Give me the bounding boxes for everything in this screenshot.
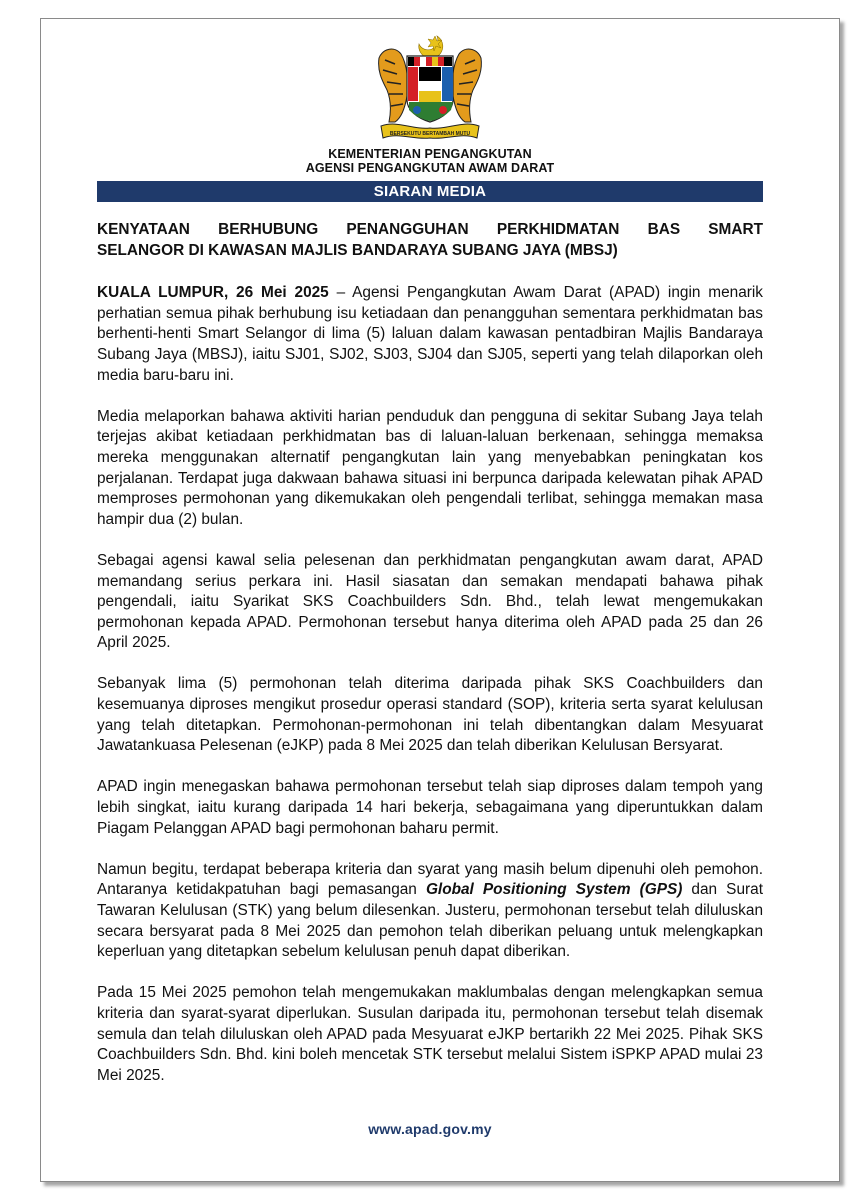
- coat-of-arms-icon: [373, 30, 487, 142]
- paragraph-6-text-a: Namun begitu, terdapat beberapa kriteria dan syarat yang masih belum dipenuhi oleh pemohon. Antaranya ketidakpatuhan bagi pemasangan: [97, 860, 763, 899]
- paragraph-4: Sebanyak lima (5) permohonan telah diterima daripada pihak SKS Coachbuilders dan kesemuanya diproses mengikut prosedur operasi standard (SOP), kriteria serta syarat kelulusan yang telah ditetapkan. Permohonan-permohonan ini telah dibentangkan dalam Mesyuarat Jawatankuasa Pelesenan (eJKP) pada 8 Mei 2025 dan telah diberikan Kelulusan Bersyarat.: [97, 675, 763, 755]
- gps-term: Global Positioning System (GPS): [425, 881, 683, 899]
- svg-text:BERSEKUTU BERTAMBAH MUTU: BERSEKUTU BERTAMBAH MUTU: [389, 131, 471, 137]
- website-link[interactable]: www.apad.gov.my: [368, 1121, 492, 1137]
- paragraph-1: [97, 283, 763, 386]
- paragraph-2: Media melaporkan bahawa aktiviti harian penduduk dan pengguna di sekitar Subang Jaya telah terjejas akibat ketiadaan perkhidmatan bas di laluan-laluan berkenaan, sehingga memaksa mereka menggunakan alternatif pengangkutan lain yang menyebabkan peningkatan kos perjalanan. Terdapat juga dakwaan bahawa situasi ini berpunca daripada kelewatan pihak APAD memproses permohonan yang dikemukakan oleh pengendali terlibat, sehingga memakan masa hampir dua (2) bulan.: [97, 407, 763, 528]
- paragraph-1-text: – Agensi Pengangkutan Awam Darat (APAD) ingin menarik perhatian semua pihak berhubung isu ketiadaan dan penangguhan sementara perkhidmatan bas berhenti-henti Smart Selangor di lima (5) laluan dalam kawasan pentadbiran Majlis Bandaraya Subang Jaya (MBSJ), iaitu SJ01, SJ02, SJ03, SJ04 dan SJ05, seperti yang telah dilaporkan oleh media baru-baru ini.: [97, 284, 763, 384]
- media-release-banner: SIARAN MEDIA: [97, 181, 763, 202]
- paragraph-6-text-b: dan Surat Tawaran Kelulusan (STK) yang belum dilesenkan. Justeru, permohonan tersebut telah diluluskan secara bersyarat pada 8 Mei 2025 dan pemohon telah diberikan peluang untuk melengkapkan keperluan yang ditetapkan sebelum kelulusan penuh dapat diberikan.: [97, 881, 763, 961]
- title-line-2: SELANGOR DI KAWASAN MAJLIS BANDARAYA SUBANG JAYA (MBSJ): [97, 241, 618, 259]
- paragraph-7: Pada 15 Mei 2025 pemohon telah mengemukakan maklumbalas dengan melengkapkan semua kriteria dan syarat-syarat diperlukan. Susulan daripada itu, permohonan tersebut telah disemak semula dan telah diluluskan oleh APAD pada Mesyuarat eJKP bertarikh 22 Mei 2025. Pihak SKS Coachbuilders Sdn. Bhd. kini boleh mencetak STK tersebut melalui Sistem iSPKP APAD mulai 23 Mei 2025.: [97, 984, 763, 1084]
- title-line-1: KENYATAAN BERHUBUNG PENANGGUHAN PERKHIDMATAN BAS SMART: [97, 221, 763, 238]
- dateline: KUALA LUMPUR, 26 Mei 2025: [97, 284, 329, 302]
- press-release-title: [97, 220, 763, 261]
- ministry-name: KEMENTERIAN PENGANGKUTAN: [328, 147, 532, 161]
- paragraph-6: [97, 860, 763, 963]
- agency-name: AGENSI PENGANGKUTAN AWAM DARAT: [305, 161, 555, 175]
- paragraph-3: Sebagai agensi kawal selia pelesenan dan perkhidmatan pengangkutan awam darat, APAD memandang serius perkara ini. Hasil siasatan dan semakan mendapati bahawa pihak pengendali, iaitu Syarikat SKS Coachbuilders Sdn. Bhd., telah lewat mengemukakan permohonan kepada APAD. Permohonan tersebut hanya diterima oleh APAD pada 25 dan 26 April 2025.: [97, 551, 763, 652]
- press-release-body: [97, 220, 763, 1086]
- paragraph-5: APAD ingin menegaskan bahawa permohonan tersebut telah siap diproses dalam tempoh yang lebih singkat, iaitu kurang daripada 14 hari bekerja, sebagaimana yang diperuntukkan dalam Piagam Pelanggan APAD bagi permohonan baharu permit.: [97, 778, 763, 837]
